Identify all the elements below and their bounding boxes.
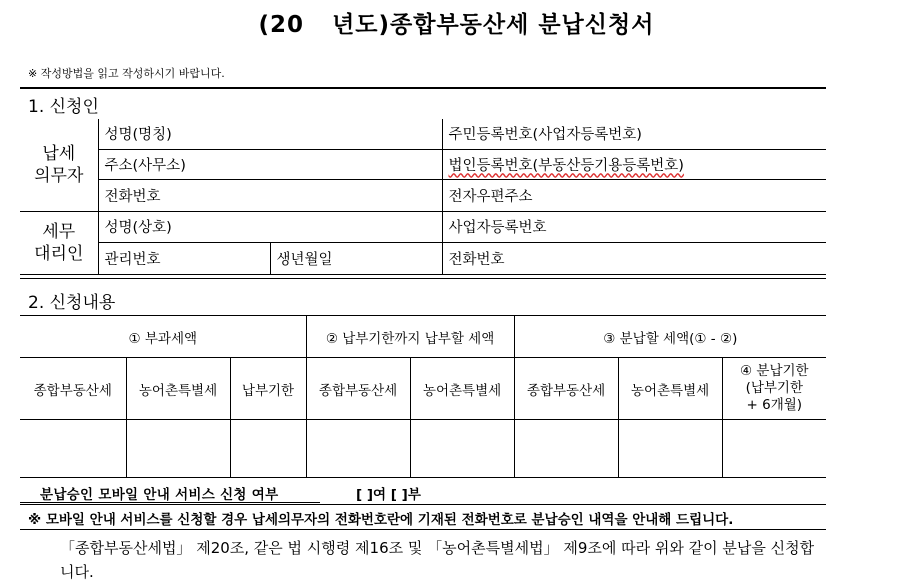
agent-phone-field[interactable]: 전화번호 — [442, 242, 826, 274]
input-farm-tax-2[interactable] — [410, 420, 514, 478]
section1-heading: 1. 신청인 — [28, 97, 99, 117]
divider — [20, 504, 826, 505]
input-installment-deadline[interactable] — [722, 420, 826, 478]
input-farm-tax-3[interactable] — [618, 420, 722, 478]
divider — [20, 529, 826, 530]
col4-line3: + 6개월) — [746, 397, 803, 413]
legal-statement: 「종합부동산세법」 제20조, 같은 법 시행령 제16조 및 「농어촌특별세법」 제9조에 따라 위와 같이 분납을 신청합니다. — [60, 539, 815, 581]
agent-label-line2: 대리인 — [34, 243, 84, 264]
input-comp-tax-1[interactable] — [20, 420, 126, 478]
col4-line1: ④ 분납기한 — [740, 363, 809, 379]
birth-field[interactable]: 생년월일 — [270, 242, 442, 274]
input-comp-tax-3[interactable] — [514, 420, 618, 478]
agent-label — [20, 211, 98, 274]
mobile-service-question: 분납승인 모바일 안내 서비스 신청 여부 — [40, 487, 279, 503]
title-prefix: (20 — [258, 12, 305, 38]
applicant-table — [20, 119, 826, 275]
col-comp-tax-1: 종합부동산세 — [20, 358, 126, 420]
divider — [20, 502, 320, 503]
instruction-note: ※ 작성방법을 읽고 작성하시기 바랍니다. — [28, 67, 225, 80]
name-field[interactable]: 성명(명칭) — [98, 119, 442, 149]
agent-name-field[interactable]: 성명(상호) — [98, 211, 442, 242]
col-farm-tax-2: 농어촌특별세 — [410, 358, 514, 420]
group-installment-tax-label: ③ 분납할 세액(① - ②) — [603, 330, 738, 347]
agent-label-line1: 세무 — [42, 221, 76, 242]
group-assessed-tax — [20, 316, 306, 358]
divider — [20, 87, 826, 89]
group-assessed-tax-label: ① 부과세액 — [128, 330, 198, 347]
address-field[interactable]: 주소(사무소) — [98, 149, 442, 179]
col-comp-tax-2: 종합부동산세 — [306, 358, 410, 420]
resident-no-field[interactable]: 주민등록번호(사업자등록번호) — [442, 119, 826, 149]
corp-no-label: 법인등록번호(부동산등기용등록번호) — [448, 157, 684, 174]
taxpayer-label — [20, 119, 98, 211]
input-due-date[interactable] — [230, 420, 306, 478]
mobile-service-note: ※ 모바일 안내 서비스를 신청할 경우 납세의무자의 전화번호란에 기재된 전화번호로 분납승인 내역을 안내해 드립니다. — [28, 512, 734, 528]
col-comp-tax-3: 종합부동산세 — [514, 358, 618, 420]
form-title — [0, 6, 913, 39]
section2-heading: 2. 신청내용 — [28, 293, 116, 313]
col-farm-tax-1: 농어촌특별세 — [126, 358, 230, 420]
divider — [20, 278, 826, 279]
business-no-field[interactable]: 사업자등록번호 — [442, 211, 826, 242]
taxpayer-label-line1: 납세 — [42, 143, 76, 164]
phone-field[interactable]: 전화번호 — [98, 179, 442, 211]
mobile-service-options[interactable]: [ ]여 [ ]부 — [356, 487, 421, 503]
group-due-tax-label: ② 납부기한까지 납부할 세액 — [325, 330, 495, 347]
title-suffix: 년도)종합부동산세 분납신청서 — [332, 12, 655, 38]
input-comp-tax-2[interactable] — [306, 420, 410, 478]
group-installment-tax — [514, 316, 826, 358]
col-due-date: 납부기한 — [230, 358, 306, 420]
email-field[interactable]: 전자우편주소 — [442, 179, 826, 211]
col-installment-deadline — [722, 358, 826, 420]
group-due-tax — [306, 316, 514, 358]
col-farm-tax-3: 농어촌특별세 — [618, 358, 722, 420]
col4-line2: (납부기한 — [745, 380, 804, 396]
corp-no-field[interactable] — [442, 149, 826, 179]
request-table — [20, 315, 826, 478]
input-farm-tax-1[interactable] — [126, 420, 230, 478]
taxpayer-label-line2: 의무자 — [34, 165, 84, 186]
manage-no-field[interactable]: 관리번호 — [98, 242, 270, 274]
